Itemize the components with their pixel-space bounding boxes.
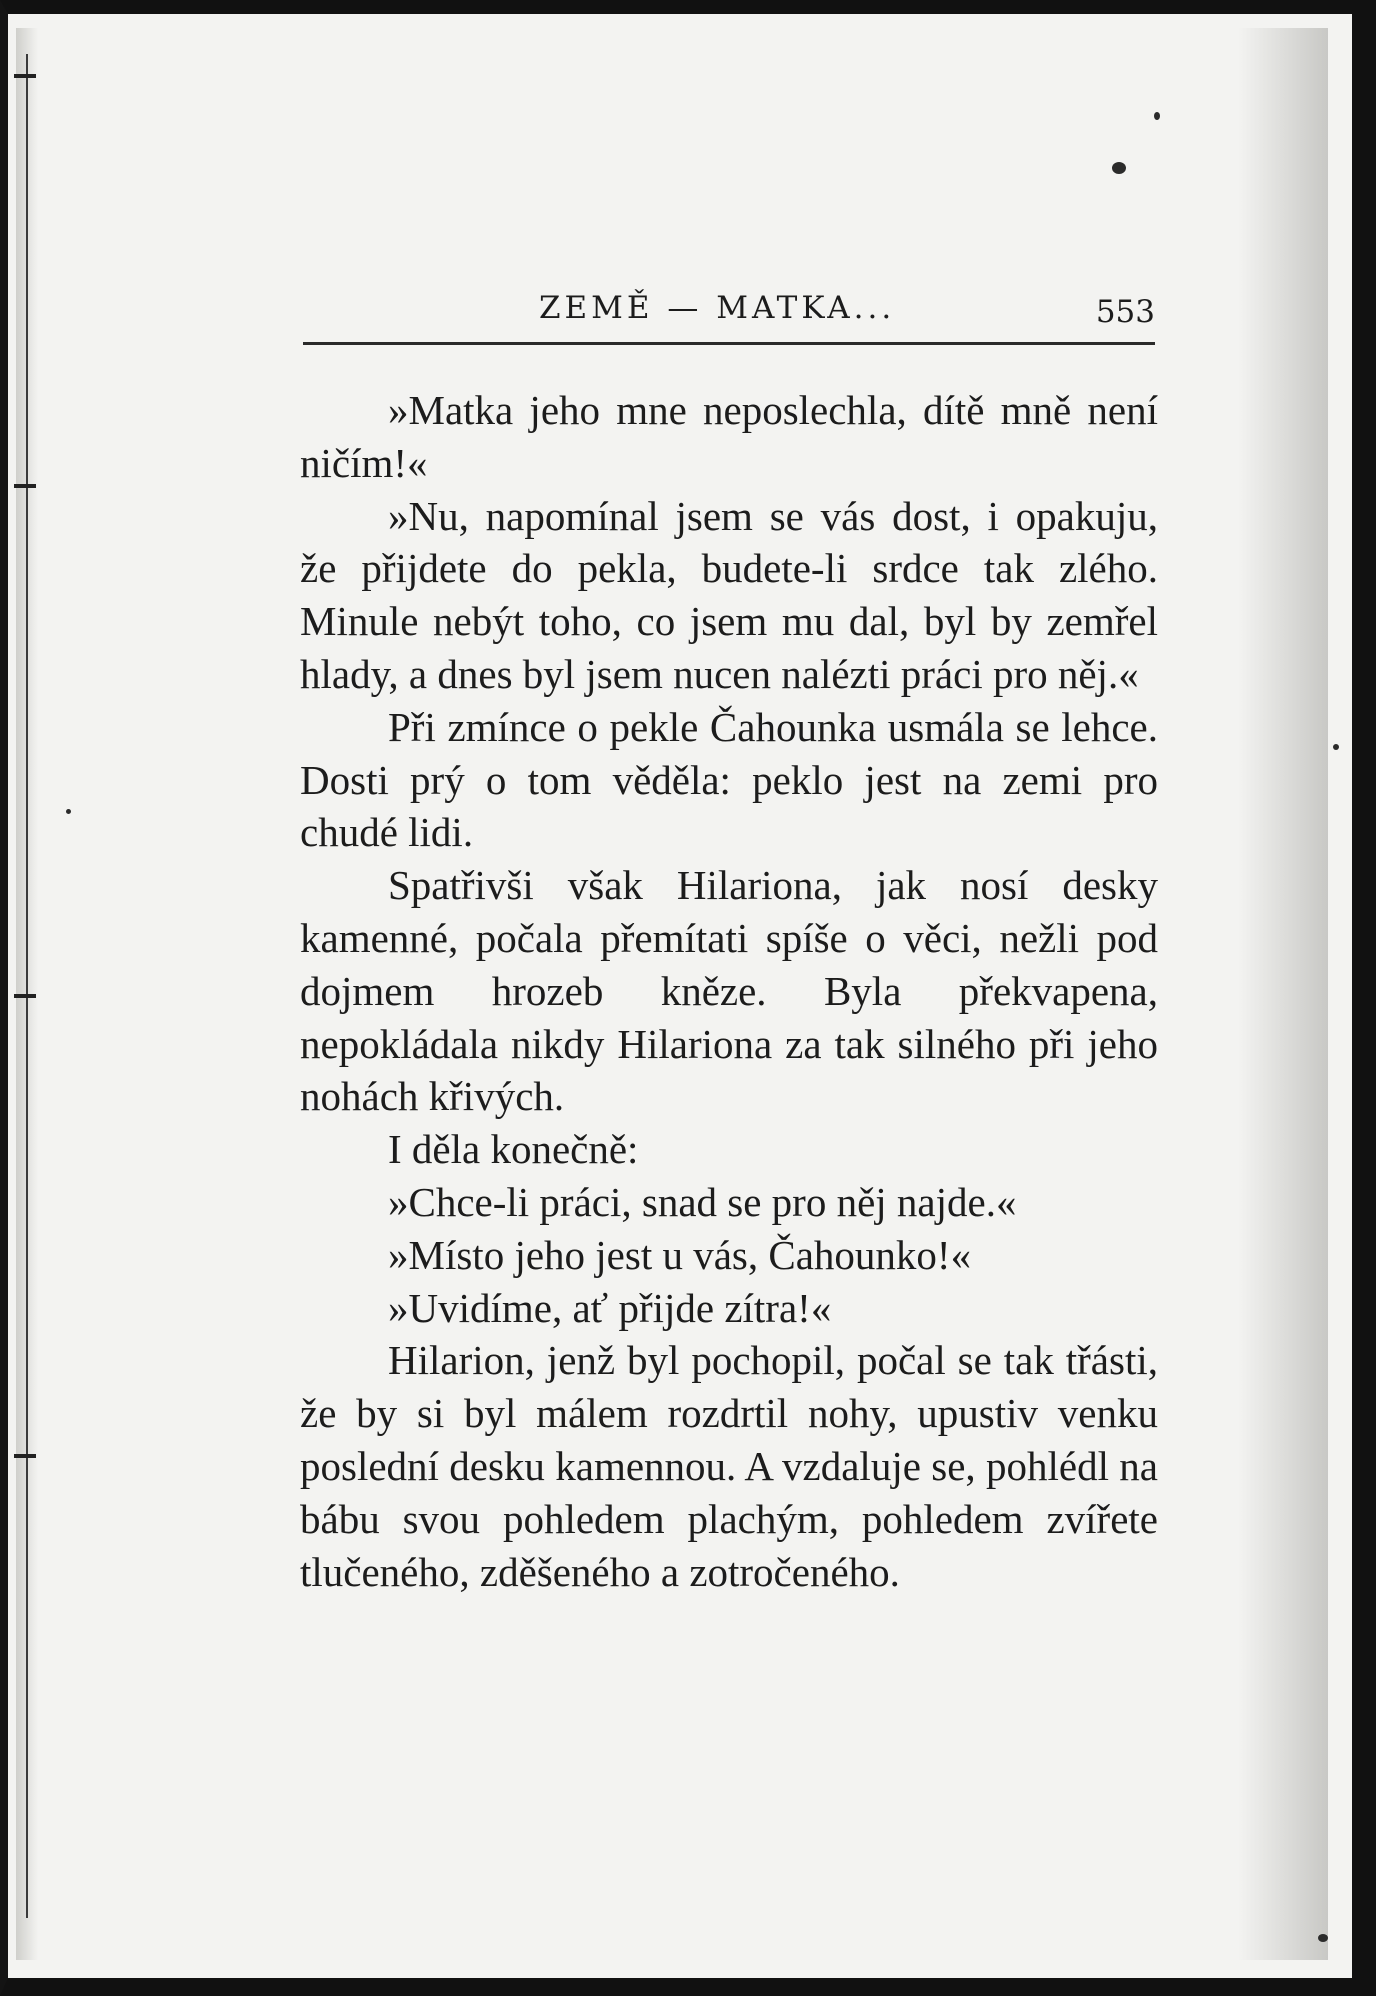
- paragraph: Hilarion, jenž byl pochopil, počal se tak třásti, že by si byl málem rozdrtil nohy, upustiv venku poslední desku kamennou. A vzdaluje se, pohlédl na bábu svou pohledem plachým, pohledem zvířete tlučeného, zděšeného a zotročeného.: [300, 1337, 1158, 1595]
- paragraph: Při zmínce o pekle Čahounka usmála se lehce. Dosti prý o tom věděla: peklo jest na zemi pro chudé lidi.: [300, 703, 1158, 856]
- binding-line: [26, 54, 28, 1918]
- running-title: ZEMĚ — MATKA...: [539, 290, 896, 326]
- page-header: [303, 282, 1155, 342]
- paragraph: »Chce-li práci, snad se pro něj najde.«: [388, 1178, 1017, 1225]
- paragraph: »Uvidíme, ať přijde zítra!«: [388, 1284, 832, 1331]
- ink-speck: [1318, 1934, 1328, 1942]
- page-number: 553: [1095, 294, 1155, 330]
- paragraph: Spatřivši však Hilariona, jak nosí desky kamenné, počala přemítati spíše o věci, nežli pod dojmem hrozeb kněze. Byla překvapena, nepokládala nikdy Hilariona za tak silného při jeho nohách křivých.: [300, 862, 1158, 1120]
- paragraph: I děla konečně:: [388, 1126, 639, 1173]
- paragraph: »Místo jeho jest u vás, Čahounko!«: [388, 1231, 972, 1278]
- binding-mark: [14, 994, 36, 998]
- header-rule: [303, 342, 1155, 345]
- body-text: [300, 384, 1158, 1598]
- ink-speck: [1333, 744, 1339, 750]
- ink-speck: [66, 809, 71, 814]
- binding-mark: [14, 484, 36, 488]
- paragraph: »Matka jeho mne neposlechla, dítě mně není ničím!«: [300, 387, 1158, 486]
- binding-mark: [14, 1454, 36, 1458]
- paragraph: »Nu, napomínal jsem se vás dost, i opakuju, že přijdete do pekla, budete-li srdce tak zlého. Minule nebýt toho, co jsem mu dal, byl by zemřel hlady, a dnes byl jsem nucen nalézti práci pro něj.«: [300, 492, 1158, 697]
- ink-speck: [1154, 112, 1160, 120]
- binding-mark: [14, 74, 36, 78]
- ink-speck: [1112, 162, 1126, 174]
- page-edge-shadow: [1238, 28, 1328, 1960]
